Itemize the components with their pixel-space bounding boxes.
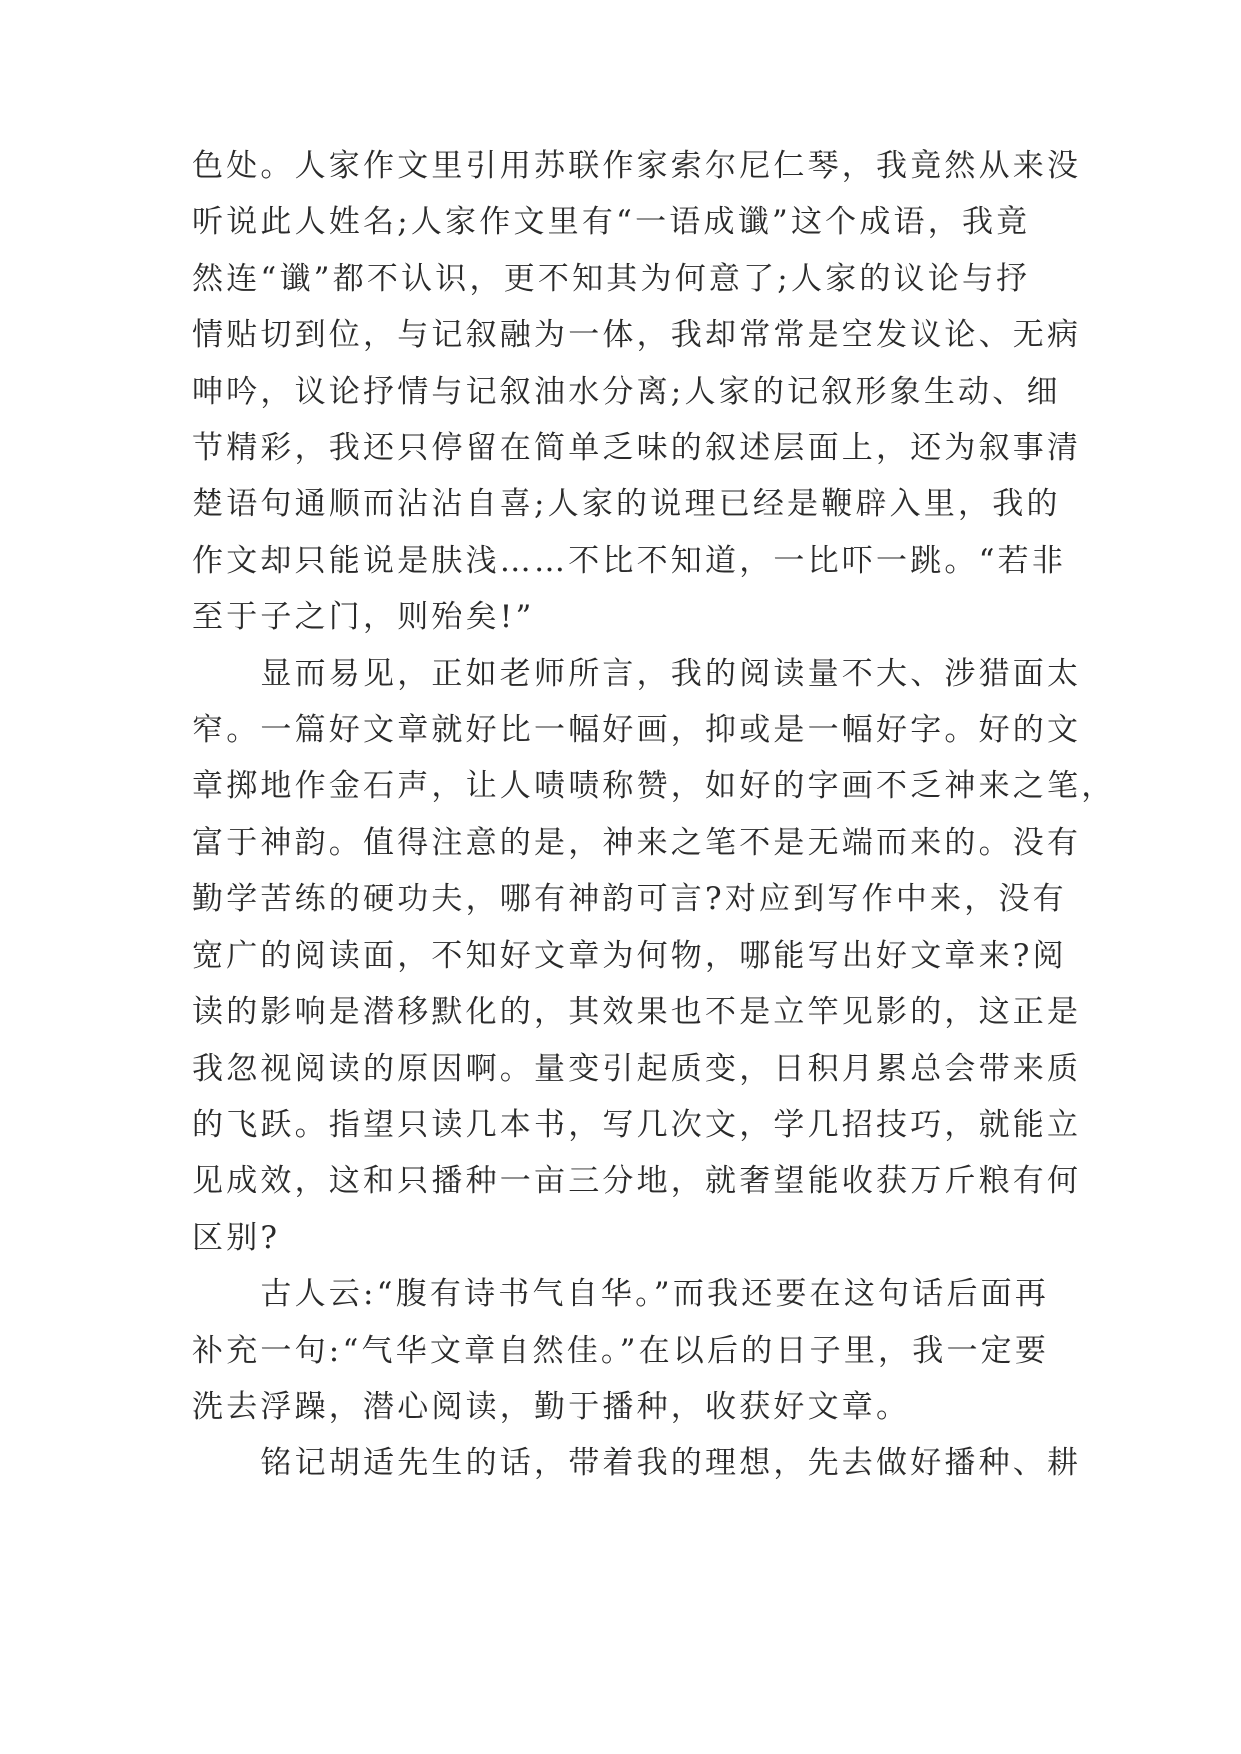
text-line: 至于子之门，则殆矣!” [192, 599, 535, 636]
text-line: 章掷地作金石声，让人啧啧称赞，如好的字画不乏神来之笔， [192, 768, 1116, 805]
text-line: 色处。人家作文里引用苏联作家索尔尼仁琴，我竟然从来没 [192, 148, 1082, 184]
text-line: 窄。一篇好文章就好比一幅好画，抑或是一幅好字。好的文 [192, 712, 1082, 749]
text-line: 富于神韵。值得注意的是，神来之笔不是无端而来的。没有 [192, 824, 1082, 861]
text-line: 勤学苦练的硬功夫，哪有神韵可言?对应到写作中来，没有 [192, 881, 1067, 918]
text-line: 节精彩，我还只停留在简单乏味的叙述层面上，还为叙事清 [192, 430, 1082, 467]
body-text [192, 138, 1116, 1492]
text-line: 见成效，这和只播种一亩三分地，就奢望能收获万斤粮有何 [192, 1163, 1082, 1200]
text-line: 宽广的阅读面，不知好文章为何物，哪能写出好文章来?阅 [192, 937, 1067, 974]
text-line: 的飞跃。指望只读几本书，写几次文，学几招技巧，就能立 [192, 1106, 1082, 1143]
text-line: 作文却只能说是肤浅……不比不知道，一比吓一跳。“若非 [192, 542, 1067, 579]
text-line: 楚语句通顺而沾沾自喜;人家的说理已经是鞭辟入里，我的 [192, 486, 1061, 523]
text-line: 显而易见，正如老师所言，我的阅读量不大、涉猎面太 [192, 655, 1082, 692]
text-line: 听说此人姓名;人家作文里有“一语成谶”这个成语，我竟 [192, 204, 1031, 241]
text-line: 区别? [192, 1219, 281, 1256]
text-line: 古人云:“腹有诗书气自华。”而我还要在这句话后面再 [192, 1276, 1050, 1313]
text-line: 铭记胡适先生的话，带着我的理想，先去做好播种、耕 [192, 1445, 1082, 1482]
text-line: 我忽视阅读的原因啊。量变引起质变，日积月累总会带来质 [192, 1050, 1082, 1087]
text-line: 情贴切到位，与记叙融为一体，我却常常是空发议论、无病 [192, 317, 1082, 354]
text-line: 补充一句:“气华文章自然佳。”在以后的日子里，我一定要 [192, 1332, 1050, 1369]
text-line: 然连“谶”都不认识，更不知其为何意了;人家的议论与抒 [192, 260, 1031, 297]
text-line: 洗去浮躁，潜心阅读，勤于播种，收获好文章。 [192, 1388, 911, 1425]
text-line: 读的影响是潜移默化的，其效果也不是立竿见影的，这正是 [192, 994, 1082, 1031]
text-line: 呻吟，议论抒情与记叙油水分离;人家的记叙形象生动、细 [192, 373, 1061, 410]
